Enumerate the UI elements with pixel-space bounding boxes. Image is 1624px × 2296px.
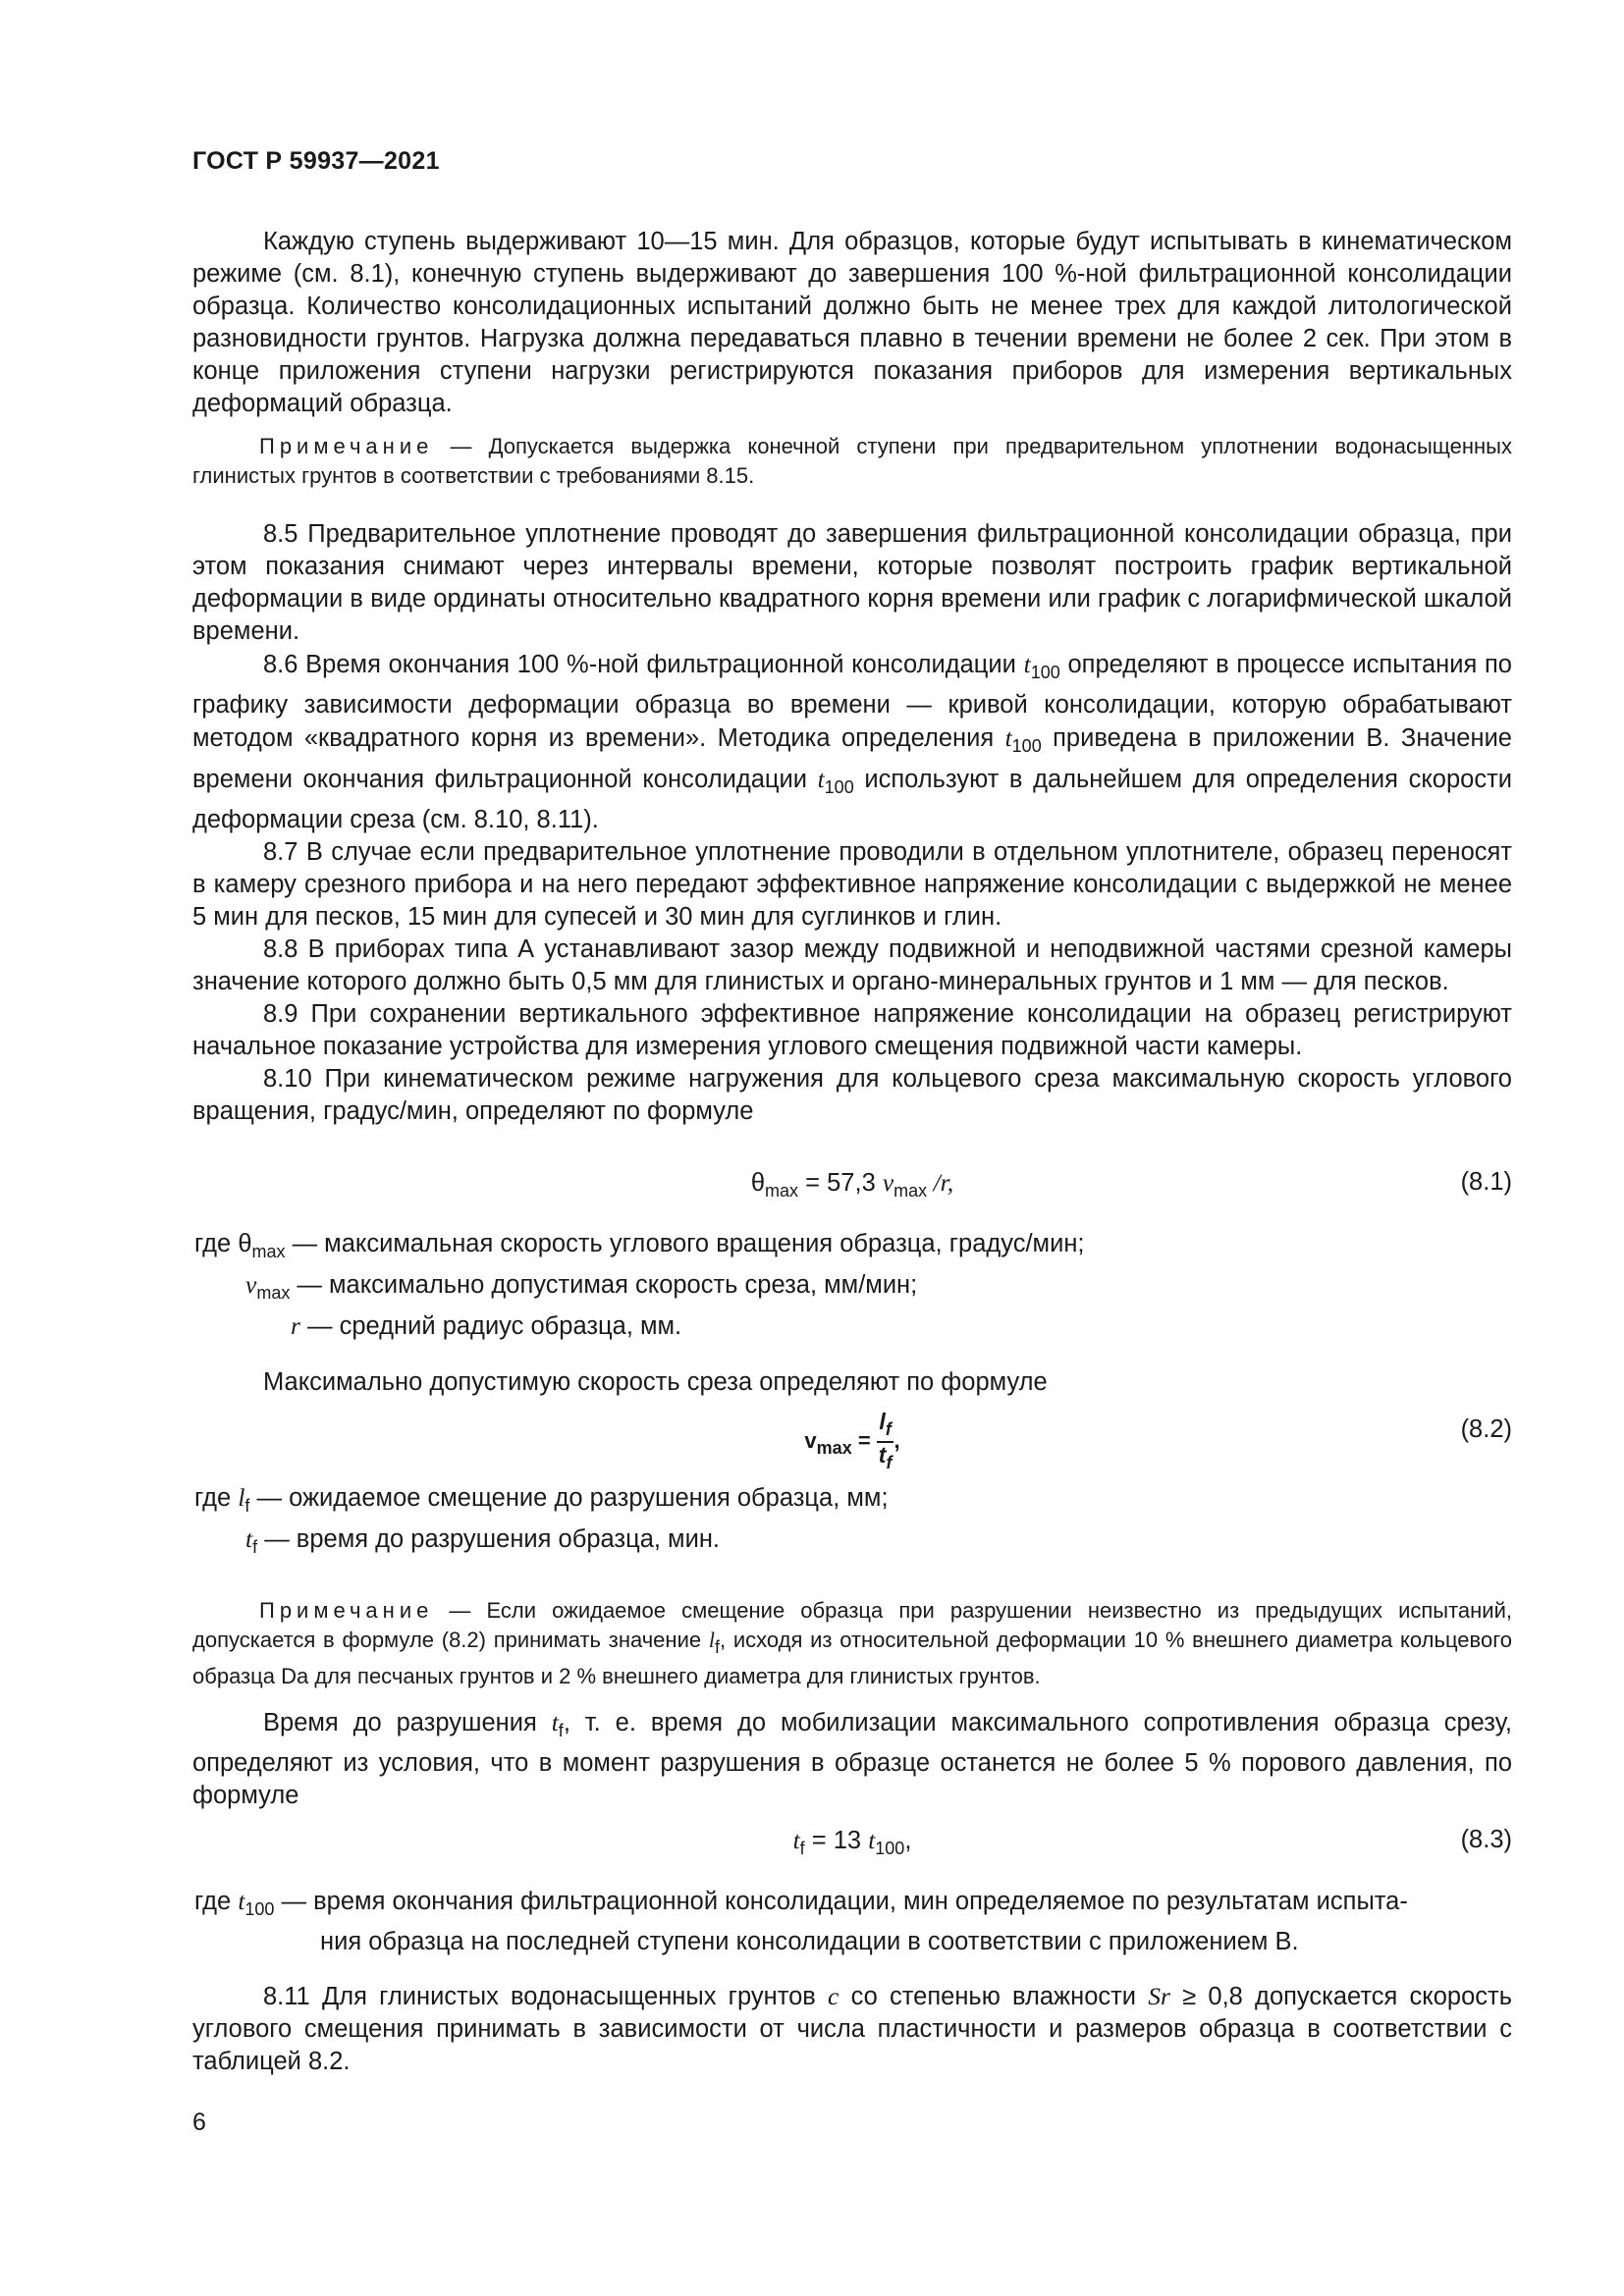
formula-8-3: $t_f = 13$ $t_{100}$, (8.3) (792, 1826, 1512, 1858)
formula-8-1: $\theta_{max} = 57,3$ $v_{max}$ /r, (8.1) (750, 1168, 1512, 1201)
paragraph-8-7: 8.7 В случае если предварительное уплотнение проводили в отдельном уплотнителе, образец переносят в камеру срезного прибора и на него передают эффективное напряжение консолидации с выдержкой не менее 5 мин для песков, 15 мин для супесей и 30 мин для суглинков и глин. (192, 838, 1512, 931)
where-block-8-1: где $\theta_{max}$ — максимальная скорость углового вращения образца, градус/мин; $v_{max}$ — максимально допустимая скорость среза, мм/мин; r — средний радиус образца, мм. (194, 1230, 1085, 1340)
where-block-8-3: где $t_{100}$ — время окончания фильтрационной консолидации, мин определяемое по результатам испыта- ния образца на последней ступени консолидации в соответствии с приложением В. (194, 1887, 1408, 1955)
paragraph-8-9: 8.9 При сохранении вертикального эффективное напряжение консолидации на образец регистрируют начальное показание устройства для измерения углового смещения подвижной части камеры. (192, 1000, 1512, 1060)
paragraph-8-10: 8.10 При кинематическом режиме нагружения для кольцевого среза максимальную скорость углового вращения, градус/мин, определяют по формуле (192, 1065, 1512, 1125)
paragraph-intro: Каждую ступень выдерживают 10—15 мин. Для образцов, которые будут испытывать в кинематическом режиме (см. 8.1), конечную ступень выдерживают до завершения 100 %-ной фильтрационной консолидации образца. Количество консолидационных испытаний должно быть не менее трех для каждой литологической разновидности грунтов. Нагрузка должна передаваться плавно в течении времени не более 2 сек. При этом в конце приложения ступени нагрузки регистрируются показания приборов для измерения вертикальных деформаций образца. (192, 228, 1512, 417)
paragraph-tf: Время до разрушения $t_f$, т. е. время до мобилизации максимального сопротивления образца срезу, определяют из условия, что в момент разрушения в образце останется не более 5 % порового давления, по формуле (192, 1708, 1512, 1809)
note-2: Примечание — Если ожидаемое смещение образца при разрушении неизвестно из предыдущих испытаний, допускается в формуле (8.2) принимать значение $l_f$, исходя из относительной деформации 10 % внешнего диаметра кольцевого образца Da для песчаных грунтов и 2 % внешнего диаметра для глинистых грунтов. (192, 1598, 1512, 1688)
formula-8-2: $v_{max}$ = $\frac{l_f}{t_f}$ , (8.2) (804, 1409, 1512, 1472)
formula-number: (8.1) (1460, 1168, 1512, 1196)
note-label: Примечание (259, 434, 434, 458)
paragraph-vmax: Максимально допустимую скорость среза определяют по формуле (263, 1368, 1048, 1396)
paragraph-8-6: 8.6 Время окончания 100 %-ной фильтрационной консолидации $t_{100}$ определяют в процессе испытания по графику зависимости деформации образца во времени — кривой консолидации, которую обрабатывают методом «квадратного корня из времени». Методика определения $t_{100}$ приведена в приложении В. Значение времени окончания фильтрационной консолидации $t_{100}$ используют в дальнейшем для определения скорости деформации среза (см. 8.10, 8.11). (192, 650, 1512, 833)
page-number: 6 (192, 2109, 206, 2136)
paragraph-8-11: 8.11 Для глинистых водонасыщенных грунтов c со степенью влажности Sr ≥ 0,8 допускается скорость углового смещения принимать в зависимости от числа пластичности и размеров образца в соответствии с таблицей 8.2. (192, 1982, 1512, 2075)
note-text: — Допускается выдержка конечной ступени при предварительном уплотнении водонасыщенных глинистых грунтов в соответствии с требованиями 8.15. (192, 434, 1512, 488)
formula-number: (8.2) (1460, 1415, 1512, 1443)
formula-number: (8.3) (1460, 1826, 1512, 1853)
paragraph-8-5: 8.5 Предварительное уплотнение проводят до завершения фильтрационной консолидации образца, при этом показания снимают через интервалы времени, которые позволят построить график вертикальной деформации в виде ординаты относительно квадратного корня времени или график с логарифмической шкалой времени. 8.6 Время окончания 100 %-ной фильтрационной консолидации $t_{100}$ определяют в процессе испытания по графику зависимости деформации образца во времени — кривой консолидации, которую обрабатывают методом «квадратного корня из времени». Методика определения $t_{100}$ приведена в приложении В. Значение времени окончания фильтрационной консолидации $t_{100}$ используют в дальнейшем для определения скорости деформации среза (см. 8.10, 8.11). 8.7 В случае если предварительное уплотнение проводили в отдельном уплотнителе, образец переносят в камеру срезного прибора и на него передают эффективное напряжение консолидации с выдержкой не менее 5 мин для песков, 15 мин для супесей и 30 мин для суглинков и глин. 8.8 В приборах типа А устанавливают зазор между подвижной и неподвижной частями срезной камеры значение которого должно быть 0,5 мм для глинистых и органо-минеральных грунтов и 1 мм — для песков. 8.9 При сохранении вертикального эффективное напряжение консолидации на образец регистрируют начальное показание устройства для измерения углового смещения подвижной части камеры. 8.10 При кинематическом режиме нагружения для кольцевого среза максимальную скорость углового вращения, градус/мин, определяют по формуле (192, 518, 1512, 1128)
note-1 (192, 432, 1512, 491)
where-block-8-2: где $l_f$ — ожидаемое смещение до разрушения образца, мм; $t_f$ — время до разрушения образца, мин. (194, 1483, 889, 1557)
page-header-code: ГОСТ Р 59937—2021 (192, 147, 440, 175)
paragraph-8-8: 8.8 В приборах типа А устанавливают зазор между подвижной и неподвижной частями срезной камеры значение которого должно быть 0,5 мм для глинистых и органо-минеральных грунтов и 1 мм — для песков. (192, 935, 1512, 995)
